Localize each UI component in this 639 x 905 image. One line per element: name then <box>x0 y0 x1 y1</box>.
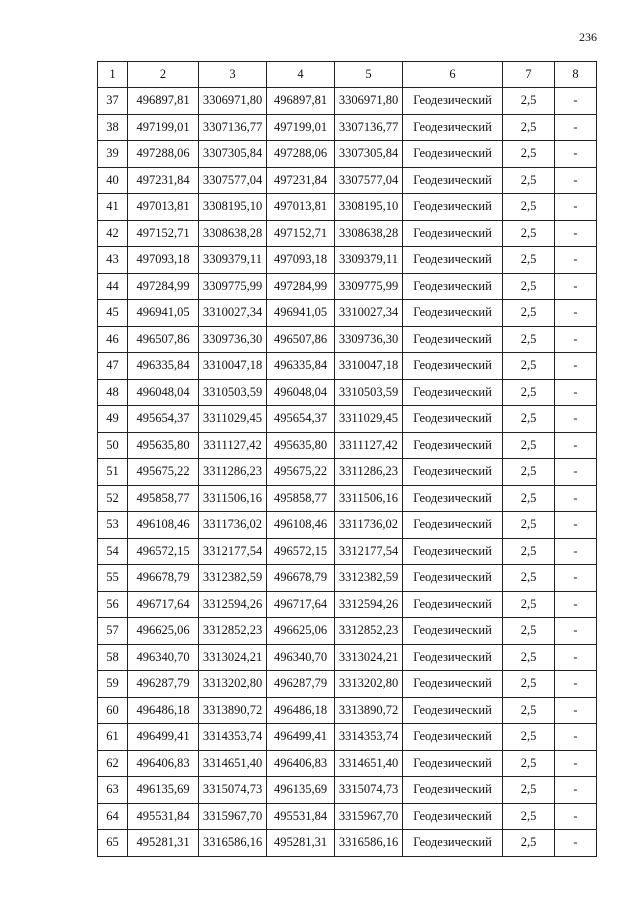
cell-point-number: 62 <box>98 750 128 777</box>
cell-accuracy: 2,5 <box>503 591 555 618</box>
table-row <box>98 326 597 353</box>
cell-x-coordinate-repeat: 496572,15 <box>267 538 335 565</box>
cell-y-coordinate-repeat: 3306971,80 <box>335 88 403 115</box>
cell-method: Геодезический <box>403 618 503 645</box>
cell-y-coordinate: 3311029,45 <box>199 406 267 433</box>
cell-note: - <box>555 247 597 274</box>
cell-method: Геодезический <box>403 194 503 221</box>
cell-accuracy: 2,5 <box>503 777 555 804</box>
cell-accuracy: 2,5 <box>503 644 555 671</box>
table-body <box>98 88 597 857</box>
cell-y-coordinate-repeat: 3314651,40 <box>335 750 403 777</box>
cell-y-coordinate-repeat: 3311506,16 <box>335 485 403 512</box>
cell-x-coordinate-repeat: 495654,37 <box>267 406 335 433</box>
cell-y-coordinate: 3310503,59 <box>199 379 267 406</box>
cell-y-coordinate-repeat: 3311127,42 <box>335 432 403 459</box>
cell-accuracy: 2,5 <box>503 485 555 512</box>
cell-x-coordinate-repeat: 497093,18 <box>267 247 335 274</box>
cell-point-number: 54 <box>98 538 128 565</box>
cell-y-coordinate-repeat: 3316586,16 <box>335 830 403 857</box>
cell-y-coordinate: 3309775,99 <box>199 273 267 300</box>
cell-y-coordinate: 3311506,16 <box>199 485 267 512</box>
cell-y-coordinate-repeat: 3312382,59 <box>335 565 403 592</box>
cell-note: - <box>555 459 597 486</box>
cell-y-coordinate: 3315967,70 <box>199 803 267 830</box>
cell-x-coordinate: 495281,31 <box>128 830 199 857</box>
column-header-7: 7 <box>503 62 555 88</box>
cell-x-coordinate-repeat: 495858,77 <box>267 485 335 512</box>
table-row <box>98 538 597 565</box>
cell-note: - <box>555 538 597 565</box>
table-row <box>98 167 597 194</box>
table-row <box>98 273 597 300</box>
cell-y-coordinate: 3314353,74 <box>199 724 267 751</box>
cell-y-coordinate-repeat: 3309736,30 <box>335 326 403 353</box>
cell-note: - <box>555 273 597 300</box>
cell-note: - <box>555 379 597 406</box>
cell-method: Геодезический <box>403 671 503 698</box>
cell-method: Геодезический <box>403 353 503 380</box>
cell-method: Геодезический <box>403 565 503 592</box>
cell-y-coordinate-repeat: 3310503,59 <box>335 379 403 406</box>
cell-x-coordinate: 496717,64 <box>128 591 199 618</box>
cell-note: - <box>555 194 597 221</box>
cell-method: Геодезический <box>403 512 503 539</box>
cell-accuracy: 2,5 <box>503 220 555 247</box>
cell-accuracy: 2,5 <box>503 167 555 194</box>
cell-x-coordinate-repeat: 495531,84 <box>267 803 335 830</box>
cell-y-coordinate: 3312177,54 <box>199 538 267 565</box>
cell-point-number: 45 <box>98 300 128 327</box>
cell-accuracy: 2,5 <box>503 724 555 751</box>
coordinates-table <box>97 61 597 857</box>
cell-x-coordinate-repeat: 495281,31 <box>267 830 335 857</box>
cell-method: Геодезический <box>403 379 503 406</box>
cell-accuracy: 2,5 <box>503 618 555 645</box>
cell-point-number: 53 <box>98 512 128 539</box>
cell-y-coordinate-repeat: 3315074,73 <box>335 777 403 804</box>
cell-x-coordinate-repeat: 496108,46 <box>267 512 335 539</box>
cell-method: Геодезический <box>403 538 503 565</box>
cell-method: Геодезический <box>403 697 503 724</box>
cell-y-coordinate-repeat: 3315967,70 <box>335 803 403 830</box>
cell-point-number: 37 <box>98 88 128 115</box>
cell-accuracy: 2,5 <box>503 88 555 115</box>
cell-method: Геодезический <box>403 830 503 857</box>
cell-x-coordinate-repeat: 496499,41 <box>267 724 335 751</box>
cell-method: Геодезический <box>403 777 503 804</box>
table-row <box>98 220 597 247</box>
cell-point-number: 50 <box>98 432 128 459</box>
cell-accuracy: 2,5 <box>503 194 555 221</box>
cell-point-number: 63 <box>98 777 128 804</box>
cell-note: - <box>555 88 597 115</box>
cell-method: Геодезический <box>403 88 503 115</box>
table-row <box>98 406 597 433</box>
cell-note: - <box>555 724 597 751</box>
cell-x-coordinate-repeat: 496941,05 <box>267 300 335 327</box>
cell-accuracy: 2,5 <box>503 565 555 592</box>
cell-method: Геодезический <box>403 220 503 247</box>
cell-y-coordinate-repeat: 3310047,18 <box>335 353 403 380</box>
cell-y-coordinate: 3307577,04 <box>199 167 267 194</box>
cell-accuracy: 2,5 <box>503 750 555 777</box>
cell-method: Геодезический <box>403 750 503 777</box>
cell-note: - <box>555 565 597 592</box>
cell-x-coordinate: 496135,69 <box>128 777 199 804</box>
cell-x-coordinate-repeat: 496335,84 <box>267 353 335 380</box>
cell-note: - <box>555 353 597 380</box>
cell-y-coordinate: 3313890,72 <box>199 697 267 724</box>
header-row <box>98 62 597 88</box>
cell-x-coordinate-repeat: 496625,06 <box>267 618 335 645</box>
cell-x-coordinate-repeat: 496048,04 <box>267 379 335 406</box>
cell-x-coordinate-repeat: 496406,83 <box>267 750 335 777</box>
cell-point-number: 51 <box>98 459 128 486</box>
cell-y-coordinate: 3310027,34 <box>199 300 267 327</box>
cell-x-coordinate: 496340,70 <box>128 644 199 671</box>
cell-y-coordinate: 3314651,40 <box>199 750 267 777</box>
cell-note: - <box>555 671 597 698</box>
cell-x-coordinate-repeat: 496486,18 <box>267 697 335 724</box>
cell-method: Геодезический <box>403 644 503 671</box>
cell-method: Геодезический <box>403 273 503 300</box>
table-row <box>98 88 597 115</box>
cell-point-number: 43 <box>98 247 128 274</box>
table-row <box>98 830 597 857</box>
cell-y-coordinate: 3307136,77 <box>199 114 267 141</box>
column-header-4: 4 <box>267 62 335 88</box>
cell-x-coordinate-repeat: 496135,69 <box>267 777 335 804</box>
cell-accuracy: 2,5 <box>503 114 555 141</box>
cell-y-coordinate-repeat: 3314353,74 <box>335 724 403 751</box>
table-row <box>98 803 597 830</box>
cell-note: - <box>555 114 597 141</box>
cell-y-coordinate: 3307305,84 <box>199 141 267 168</box>
cell-method: Геодезический <box>403 300 503 327</box>
cell-note: - <box>555 803 597 830</box>
cell-x-coordinate-repeat: 497288,06 <box>267 141 335 168</box>
cell-x-coordinate-repeat: 497013,81 <box>267 194 335 221</box>
cell-y-coordinate-repeat: 3307305,84 <box>335 141 403 168</box>
table-row <box>98 485 597 512</box>
cell-point-number: 59 <box>98 671 128 698</box>
table-row <box>98 644 597 671</box>
cell-note: - <box>555 512 597 539</box>
cell-accuracy: 2,5 <box>503 353 555 380</box>
cell-point-number: 64 <box>98 803 128 830</box>
cell-y-coordinate: 3311736,02 <box>199 512 267 539</box>
column-header-8: 8 <box>555 62 597 88</box>
table-row <box>98 141 597 168</box>
cell-y-coordinate-repeat: 3310027,34 <box>335 300 403 327</box>
cell-y-coordinate-repeat: 3311029,45 <box>335 406 403 433</box>
cell-method: Геодезический <box>403 247 503 274</box>
cell-note: - <box>555 697 597 724</box>
cell-y-coordinate-repeat: 3313024,21 <box>335 644 403 671</box>
cell-x-coordinate: 496897,81 <box>128 88 199 115</box>
cell-y-coordinate: 3308638,28 <box>199 220 267 247</box>
cell-note: - <box>555 300 597 327</box>
cell-note: - <box>555 167 597 194</box>
cell-point-number: 38 <box>98 114 128 141</box>
cell-method: Геодезический <box>403 141 503 168</box>
cell-method: Геодезический <box>403 167 503 194</box>
cell-accuracy: 2,5 <box>503 538 555 565</box>
cell-y-coordinate-repeat: 3307136,77 <box>335 114 403 141</box>
table-row <box>98 114 597 141</box>
table-row <box>98 512 597 539</box>
cell-point-number: 57 <box>98 618 128 645</box>
cell-point-number: 39 <box>98 141 128 168</box>
table-row <box>98 750 597 777</box>
cell-note: - <box>555 644 597 671</box>
table-row <box>98 432 597 459</box>
cell-y-coordinate: 3312594,26 <box>199 591 267 618</box>
cell-x-coordinate: 496499,41 <box>128 724 199 751</box>
column-header-3: 3 <box>199 62 267 88</box>
cell-point-number: 55 <box>98 565 128 592</box>
table-row <box>98 618 597 645</box>
cell-note: - <box>555 777 597 804</box>
cell-x-coordinate-repeat: 496678,79 <box>267 565 335 592</box>
cell-x-coordinate-repeat: 496340,70 <box>267 644 335 671</box>
cell-y-coordinate: 3312382,59 <box>199 565 267 592</box>
cell-accuracy: 2,5 <box>503 326 555 353</box>
cell-accuracy: 2,5 <box>503 803 555 830</box>
cell-x-coordinate: 496406,83 <box>128 750 199 777</box>
cell-x-coordinate: 496678,79 <box>128 565 199 592</box>
cell-method: Геодезический <box>403 459 503 486</box>
table-row <box>98 697 597 724</box>
cell-x-coordinate: 497288,06 <box>128 141 199 168</box>
table-row <box>98 353 597 380</box>
cell-point-number: 56 <box>98 591 128 618</box>
cell-y-coordinate: 3315074,73 <box>199 777 267 804</box>
cell-x-coordinate-repeat: 496507,86 <box>267 326 335 353</box>
cell-point-number: 65 <box>98 830 128 857</box>
cell-note: - <box>555 485 597 512</box>
table-row <box>98 379 597 406</box>
cell-x-coordinate: 496108,46 <box>128 512 199 539</box>
cell-x-coordinate-repeat: 496287,79 <box>267 671 335 698</box>
cell-note: - <box>555 406 597 433</box>
table-row <box>98 671 597 698</box>
cell-point-number: 44 <box>98 273 128 300</box>
cell-point-number: 49 <box>98 406 128 433</box>
cell-point-number: 60 <box>98 697 128 724</box>
cell-x-coordinate-repeat: 496717,64 <box>267 591 335 618</box>
table-row <box>98 459 597 486</box>
cell-note: - <box>555 141 597 168</box>
cell-y-coordinate: 3309379,11 <box>199 247 267 274</box>
cell-x-coordinate: 497093,18 <box>128 247 199 274</box>
cell-y-coordinate: 3310047,18 <box>199 353 267 380</box>
table-row <box>98 300 597 327</box>
table-header <box>98 62 597 88</box>
cell-x-coordinate: 495675,22 <box>128 459 199 486</box>
cell-accuracy: 2,5 <box>503 273 555 300</box>
table-row <box>98 724 597 751</box>
cell-point-number: 52 <box>98 485 128 512</box>
cell-y-coordinate-repeat: 3309775,99 <box>335 273 403 300</box>
page-number: 236 <box>579 30 597 44</box>
table-row <box>98 777 597 804</box>
cell-accuracy: 2,5 <box>503 141 555 168</box>
cell-method: Геодезический <box>403 406 503 433</box>
cell-method: Геодезический <box>403 591 503 618</box>
cell-y-coordinate-repeat: 3307577,04 <box>335 167 403 194</box>
column-header-5: 5 <box>335 62 403 88</box>
cell-y-coordinate: 3306971,80 <box>199 88 267 115</box>
cell-method: Геодезический <box>403 803 503 830</box>
cell-x-coordinate: 495654,37 <box>128 406 199 433</box>
cell-x-coordinate: 496048,04 <box>128 379 199 406</box>
cell-note: - <box>555 326 597 353</box>
cell-point-number: 46 <box>98 326 128 353</box>
cell-point-number: 40 <box>98 167 128 194</box>
cell-accuracy: 2,5 <box>503 432 555 459</box>
cell-x-coordinate: 497152,71 <box>128 220 199 247</box>
cell-accuracy: 2,5 <box>503 300 555 327</box>
cell-method: Геодезический <box>403 432 503 459</box>
cell-method: Геодезический <box>403 485 503 512</box>
cell-accuracy: 2,5 <box>503 697 555 724</box>
cell-method: Геодезический <box>403 114 503 141</box>
cell-note: - <box>555 618 597 645</box>
cell-y-coordinate: 3313024,21 <box>199 644 267 671</box>
table-row <box>98 247 597 274</box>
cell-x-coordinate-repeat: 497231,84 <box>267 167 335 194</box>
cell-x-coordinate: 495858,77 <box>128 485 199 512</box>
cell-point-number: 58 <box>98 644 128 671</box>
cell-y-coordinate-repeat: 3311286,23 <box>335 459 403 486</box>
cell-method: Геодезический <box>403 326 503 353</box>
cell-y-coordinate-repeat: 3311736,02 <box>335 512 403 539</box>
cell-accuracy: 2,5 <box>503 247 555 274</box>
cell-x-coordinate: 497284,99 <box>128 273 199 300</box>
cell-note: - <box>555 830 597 857</box>
cell-y-coordinate-repeat: 3313202,80 <box>335 671 403 698</box>
cell-accuracy: 2,5 <box>503 406 555 433</box>
cell-y-coordinate: 3311127,42 <box>199 432 267 459</box>
cell-y-coordinate-repeat: 3308195,10 <box>335 194 403 221</box>
cell-point-number: 47 <box>98 353 128 380</box>
cell-x-coordinate-repeat: 497199,01 <box>267 114 335 141</box>
cell-point-number: 41 <box>98 194 128 221</box>
cell-y-coordinate-repeat: 3312177,54 <box>335 538 403 565</box>
cell-y-coordinate: 3313202,80 <box>199 671 267 698</box>
cell-x-coordinate-repeat: 497284,99 <box>267 273 335 300</box>
cell-accuracy: 2,5 <box>503 830 555 857</box>
cell-y-coordinate: 3308195,10 <box>199 194 267 221</box>
cell-note: - <box>555 750 597 777</box>
cell-point-number: 42 <box>98 220 128 247</box>
column-header-2: 2 <box>128 62 199 88</box>
cell-x-coordinate-repeat: 497152,71 <box>267 220 335 247</box>
cell-note: - <box>555 591 597 618</box>
cell-point-number: 61 <box>98 724 128 751</box>
cell-x-coordinate: 497231,84 <box>128 167 199 194</box>
cell-method: Геодезический <box>403 724 503 751</box>
table-row <box>98 565 597 592</box>
cell-x-coordinate: 497199,01 <box>128 114 199 141</box>
cell-point-number: 48 <box>98 379 128 406</box>
cell-accuracy: 2,5 <box>503 379 555 406</box>
cell-y-coordinate-repeat: 3308638,28 <box>335 220 403 247</box>
cell-x-coordinate: 496486,18 <box>128 697 199 724</box>
cell-y-coordinate-repeat: 3309379,11 <box>335 247 403 274</box>
table-row <box>98 591 597 618</box>
cell-accuracy: 2,5 <box>503 459 555 486</box>
cell-x-coordinate: 495635,80 <box>128 432 199 459</box>
cell-y-coordinate: 3312852,23 <box>199 618 267 645</box>
cell-y-coordinate: 3309736,30 <box>199 326 267 353</box>
cell-x-coordinate: 497013,81 <box>128 194 199 221</box>
cell-y-coordinate: 3311286,23 <box>199 459 267 486</box>
cell-note: - <box>555 432 597 459</box>
cell-x-coordinate-repeat: 496897,81 <box>267 88 335 115</box>
cell-x-coordinate-repeat: 495675,22 <box>267 459 335 486</box>
cell-x-coordinate: 496507,86 <box>128 326 199 353</box>
cell-accuracy: 2,5 <box>503 671 555 698</box>
cell-note: - <box>555 220 597 247</box>
cell-accuracy: 2,5 <box>503 512 555 539</box>
cell-x-coordinate: 496572,15 <box>128 538 199 565</box>
column-header-6: 6 <box>403 62 503 88</box>
cell-y-coordinate-repeat: 3312594,26 <box>335 591 403 618</box>
cell-x-coordinate: 496335,84 <box>128 353 199 380</box>
cell-y-coordinate-repeat: 3313890,72 <box>335 697 403 724</box>
column-header-1: 1 <box>98 62 128 88</box>
cell-x-coordinate-repeat: 495635,80 <box>267 432 335 459</box>
cell-x-coordinate: 496625,06 <box>128 618 199 645</box>
cell-y-coordinate: 3316586,16 <box>199 830 267 857</box>
table-row <box>98 194 597 221</box>
cell-x-coordinate: 495531,84 <box>128 803 199 830</box>
cell-x-coordinate: 496941,05 <box>128 300 199 327</box>
cell-x-coordinate: 496287,79 <box>128 671 199 698</box>
cell-y-coordinate-repeat: 3312852,23 <box>335 618 403 645</box>
